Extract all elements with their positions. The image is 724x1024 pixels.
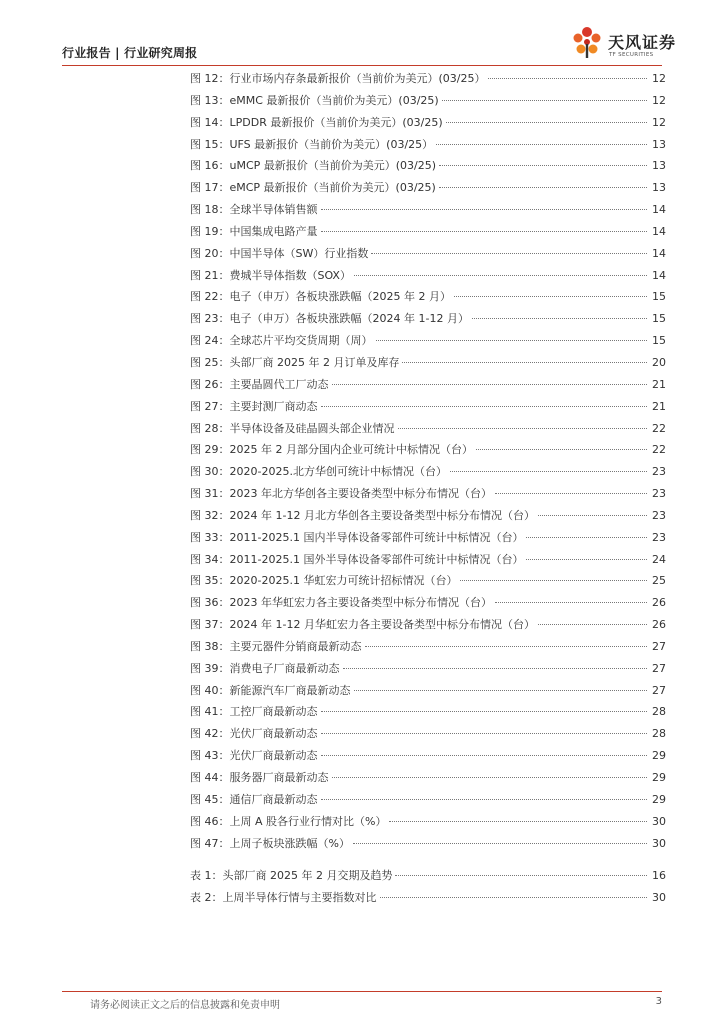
toc-entry-label: 图 40：新能源汽车厂商最新动态 bbox=[190, 683, 351, 697]
toc-entry-page: 30 bbox=[652, 814, 666, 828]
dot-leader bbox=[376, 340, 648, 341]
section-gap bbox=[190, 854, 666, 865]
toc-entry-page: 15 bbox=[652, 312, 666, 326]
toc-entry-page: 12 bbox=[652, 72, 666, 85]
toc-table-entry[interactable] bbox=[190, 887, 666, 909]
footer-disclaimer: 请务必阅读正文之后的信息披露和免责申明 bbox=[90, 1000, 280, 1011]
toc-figure-entry[interactable] bbox=[190, 221, 666, 243]
toc-entry-page: 21 bbox=[652, 399, 666, 413]
dot-leader bbox=[354, 690, 648, 691]
toc-entry-label: 图 30：2020-2025.北方华创可统计中标情况（台） bbox=[190, 465, 447, 479]
toc-entry-page: 23 bbox=[652, 508, 666, 522]
toc-table-entry[interactable] bbox=[190, 865, 666, 887]
toc-entry-label: 图 20：中国半导体（SW）行业指数 bbox=[190, 246, 369, 260]
toc-figure-entry[interactable] bbox=[190, 199, 666, 221]
toc-entry-label: 图 32：2024 年 1-12 月北方华创各主要设备类型中标分布情况（台） bbox=[190, 508, 535, 522]
toc-entry-page: 26 bbox=[652, 618, 666, 632]
toc-entry-label: 图 22：电子（申万）各板块涨跌幅（2025 年 2 月） bbox=[190, 290, 451, 304]
toc-entry-label: 图 39：消费电子厂商最新动态 bbox=[190, 661, 340, 675]
toc-entry-page: 21 bbox=[652, 377, 666, 391]
toc-entry-label: 图 41：工控厂商最新动态 bbox=[190, 705, 318, 719]
toc-figure-entry[interactable] bbox=[190, 112, 666, 134]
toc-entry-page: 27 bbox=[652, 683, 666, 697]
dot-leader bbox=[442, 100, 647, 101]
toc-entry-label: 图 29：2025 年 2 月部分国内企业可统计中标情况（台） bbox=[190, 443, 473, 457]
toc-entry-page: 14 bbox=[652, 203, 666, 217]
footer-divider bbox=[62, 991, 662, 992]
dot-leader bbox=[538, 624, 647, 625]
toc-figure-entry[interactable] bbox=[190, 374, 666, 396]
toc-figure-entry[interactable] bbox=[190, 177, 666, 199]
toc-entry-label: 图 19：中国集成电路产量 bbox=[190, 224, 318, 238]
dot-leader bbox=[526, 537, 647, 538]
toc-figure-entry[interactable] bbox=[190, 570, 666, 592]
toc-figure-entry[interactable] bbox=[190, 396, 666, 418]
toc-entry-label: 图 12：行业市场内存条最新报价（当前价为美元）(03/25） bbox=[190, 72, 486, 85]
toc-entry-label: 图 33：2011-2025.1 国内半导体设备零部件可统计中标情况（台） bbox=[190, 530, 524, 544]
toc-figure-entry[interactable] bbox=[190, 243, 666, 265]
table-of-contents bbox=[190, 68, 666, 909]
toc-entry-label: 图 18：全球半导体销售额 bbox=[190, 203, 318, 217]
toc-entry-page: 30 bbox=[652, 836, 666, 850]
dot-leader bbox=[495, 493, 647, 494]
dot-leader bbox=[395, 875, 647, 876]
toc-entry-page: 29 bbox=[652, 792, 666, 806]
toc-entry-page: 16 bbox=[652, 869, 666, 883]
toc-entry-page: 14 bbox=[652, 224, 666, 238]
toc-entry-page: 29 bbox=[652, 771, 666, 784]
toc-figure-entry[interactable] bbox=[190, 68, 666, 90]
toc-entry-page: 26 bbox=[652, 596, 666, 610]
page-number: 3 bbox=[655, 996, 662, 1007]
toc-entry-page: 13 bbox=[652, 181, 666, 195]
toc-entry-label: 图 31：2023 年北方华创各主要设备类型中标分布情况（台） bbox=[190, 487, 492, 501]
toc-figure-entry[interactable] bbox=[190, 265, 666, 287]
toc-entry-label: 图 14：LPDDR 最新报价（当前价为美元）(03/25) bbox=[190, 115, 443, 129]
dot-leader bbox=[460, 580, 647, 581]
toc-entry-page: 22 bbox=[652, 421, 666, 435]
toc-figure-entry[interactable] bbox=[190, 352, 666, 374]
logo-flower-icon bbox=[570, 24, 604, 60]
toc-figure-entry[interactable] bbox=[190, 833, 666, 855]
dot-leader bbox=[353, 843, 647, 844]
toc-entry-label: 图 26：主要晶圆代工厂动态 bbox=[190, 377, 329, 391]
toc-figure-entry[interactable] bbox=[190, 789, 666, 811]
toc-figure-entry[interactable] bbox=[190, 134, 666, 156]
toc-entry-label: 图 17：eMCP 最新报价（当前价为美元）(03/25) bbox=[190, 181, 436, 195]
toc-figure-entry[interactable] bbox=[190, 658, 666, 680]
toc-entry-label: 图 28：半导体设备及硅晶圆头部企业情况 bbox=[190, 421, 395, 435]
toc-figure-entry[interactable] bbox=[190, 745, 666, 767]
toc-entry-page: 23 bbox=[652, 465, 666, 479]
toc-entry-page: 12 bbox=[652, 93, 666, 107]
dot-leader bbox=[365, 646, 648, 647]
toc-entry-page: 29 bbox=[652, 749, 666, 763]
toc-entry-label: 图 24：全球芯片平均交货周期（周） bbox=[190, 334, 373, 348]
dot-leader bbox=[321, 733, 648, 734]
toc-figure-entry[interactable] bbox=[190, 527, 666, 549]
toc-entry-label: 图 21：费城半导体指数（SOX） bbox=[190, 268, 351, 282]
toc-entry-page: 13 bbox=[652, 159, 666, 173]
dot-leader bbox=[472, 318, 647, 319]
header-divider bbox=[62, 65, 662, 66]
toc-figure-entry[interactable] bbox=[190, 505, 666, 527]
toc-entry-label: 图 47：上周子板块涨跌幅（%） bbox=[190, 836, 350, 850]
toc-figure-entry[interactable] bbox=[190, 549, 666, 571]
toc-entry-label: 图 37：2024 年 1-12 月华虹宏力各主要设备类型中标分布情况（台） bbox=[190, 618, 535, 632]
dot-leader bbox=[389, 821, 647, 822]
toc-entry-label: 图 38：主要元器件分销商最新动态 bbox=[190, 639, 362, 653]
toc-figure-entry[interactable] bbox=[190, 286, 666, 308]
toc-entry-label: 图 44：服务器厂商最新动态 bbox=[190, 771, 329, 784]
toc-figure-entry[interactable] bbox=[190, 636, 666, 658]
toc-figure-entry[interactable] bbox=[190, 90, 666, 112]
dot-leader bbox=[446, 122, 647, 123]
toc-entry-label: 图 27：主要封测厂商动态 bbox=[190, 399, 318, 413]
toc-entry-label: 图 42：光伏厂商最新动态 bbox=[190, 727, 318, 741]
toc-entry-page: 15 bbox=[652, 334, 666, 348]
toc-figure-entry[interactable] bbox=[190, 155, 666, 177]
toc-entry-label: 图 35：2020-2025.1 华虹宏力可统计招标情况（台） bbox=[190, 574, 458, 588]
company-logo bbox=[570, 24, 680, 64]
dot-leader bbox=[454, 296, 647, 297]
toc-entry-label: 图 34：2011-2025.1 国外半导体设备零部件可统计中标情况（台） bbox=[190, 552, 524, 566]
toc-entry-page: 27 bbox=[652, 639, 666, 653]
toc-entry-page: 14 bbox=[652, 246, 666, 260]
toc-entry-page: 28 bbox=[652, 705, 666, 719]
dot-leader bbox=[321, 799, 648, 800]
toc-figure-entry[interactable] bbox=[190, 461, 666, 483]
toc-entry-page: 23 bbox=[652, 487, 666, 501]
toc-entry-label: 图 43：光伏厂商最新动态 bbox=[190, 749, 318, 763]
dot-leader bbox=[538, 515, 647, 516]
toc-figure-entry[interactable] bbox=[190, 680, 666, 702]
dot-leader bbox=[321, 406, 648, 407]
dot-leader bbox=[321, 711, 648, 712]
figure-list bbox=[190, 68, 666, 854]
dot-leader bbox=[332, 777, 648, 778]
dot-leader bbox=[450, 471, 647, 472]
toc-entry-page: 15 bbox=[652, 290, 666, 304]
toc-entry-label: 图 45：通信厂商最新动态 bbox=[190, 792, 318, 806]
toc-figure-entry[interactable] bbox=[190, 701, 666, 723]
dot-leader bbox=[321, 755, 648, 756]
toc-entry-label: 图 23：电子（申万）各板块涨跌幅（2024 年 1-12 月） bbox=[190, 312, 469, 326]
toc-entry-page: 23 bbox=[652, 530, 666, 544]
report-type-title: 行业报告 | 行业研究周报 bbox=[62, 46, 198, 60]
toc-entry-label: 图 25：头部厂商 2025 年 2 月订单及库存 bbox=[190, 355, 400, 369]
toc-entry-page: 30 bbox=[652, 891, 666, 905]
dot-leader bbox=[439, 165, 647, 166]
dot-leader bbox=[321, 231, 648, 232]
toc-figure-entry[interactable] bbox=[190, 330, 666, 352]
dot-leader bbox=[402, 362, 647, 363]
toc-entry-page: 12 bbox=[652, 115, 666, 129]
toc-figure-entry[interactable] bbox=[190, 592, 666, 614]
dot-leader bbox=[439, 187, 647, 188]
toc-entry-label: 图 36：2023 年华虹宏力各主要设备类型中标分布情况（台） bbox=[190, 596, 492, 610]
toc-figure-entry[interactable] bbox=[190, 811, 666, 833]
toc-entry-page: 22 bbox=[652, 443, 666, 457]
dot-leader bbox=[371, 253, 647, 254]
toc-figure-entry[interactable] bbox=[190, 767, 666, 789]
toc-entry-label: 图 16：uMCP 最新报价（当前价为美元）(03/25) bbox=[190, 159, 437, 173]
toc-entry-label: 表 1：头部厂商 2025 年 2 月交期及趋势 bbox=[190, 869, 393, 883]
toc-entry-page: 27 bbox=[652, 661, 666, 675]
dot-leader bbox=[332, 384, 648, 385]
toc-entry-page: 24 bbox=[652, 552, 666, 566]
dot-leader bbox=[526, 559, 647, 560]
toc-entry-page: 14 bbox=[652, 268, 666, 282]
toc-entry-label: 图 15：UFS 最新报价（当前价为美元）(03/25） bbox=[190, 137, 434, 151]
dot-leader bbox=[495, 602, 647, 603]
toc-entry-page: 20 bbox=[652, 355, 666, 369]
toc-entry-label: 图 13：eMMC 最新报价（当前价为美元）(03/25) bbox=[190, 93, 439, 107]
dot-leader bbox=[343, 668, 648, 669]
toc-figure-entry[interactable] bbox=[190, 483, 666, 505]
logo-text: 天风证券 bbox=[608, 33, 677, 52]
dot-leader bbox=[476, 449, 647, 450]
dot-leader bbox=[488, 78, 647, 79]
toc-entry-page: 25 bbox=[652, 574, 666, 588]
dot-leader bbox=[436, 144, 647, 145]
toc-figure-entry[interactable] bbox=[190, 614, 666, 636]
toc-entry-page: 28 bbox=[652, 727, 666, 741]
toc-figure-entry[interactable] bbox=[190, 723, 666, 745]
toc-figure-entry[interactable] bbox=[190, 308, 666, 330]
table-list bbox=[190, 865, 666, 909]
dot-leader bbox=[321, 209, 648, 210]
toc-entry-label: 表 2：上周半导体行情与主要指数对比 bbox=[190, 891, 377, 905]
logo-subtext: TF SECURITIES bbox=[609, 52, 654, 58]
dot-leader bbox=[354, 275, 647, 276]
dot-leader bbox=[398, 428, 648, 429]
toc-entry-page: 13 bbox=[652, 137, 666, 151]
dot-leader bbox=[380, 897, 648, 898]
toc-entry-label: 图 46：上周 A 股各行业行情对比（%） bbox=[190, 814, 387, 828]
toc-figure-entry[interactable] bbox=[190, 418, 666, 440]
toc-figure-entry[interactable] bbox=[190, 439, 666, 461]
